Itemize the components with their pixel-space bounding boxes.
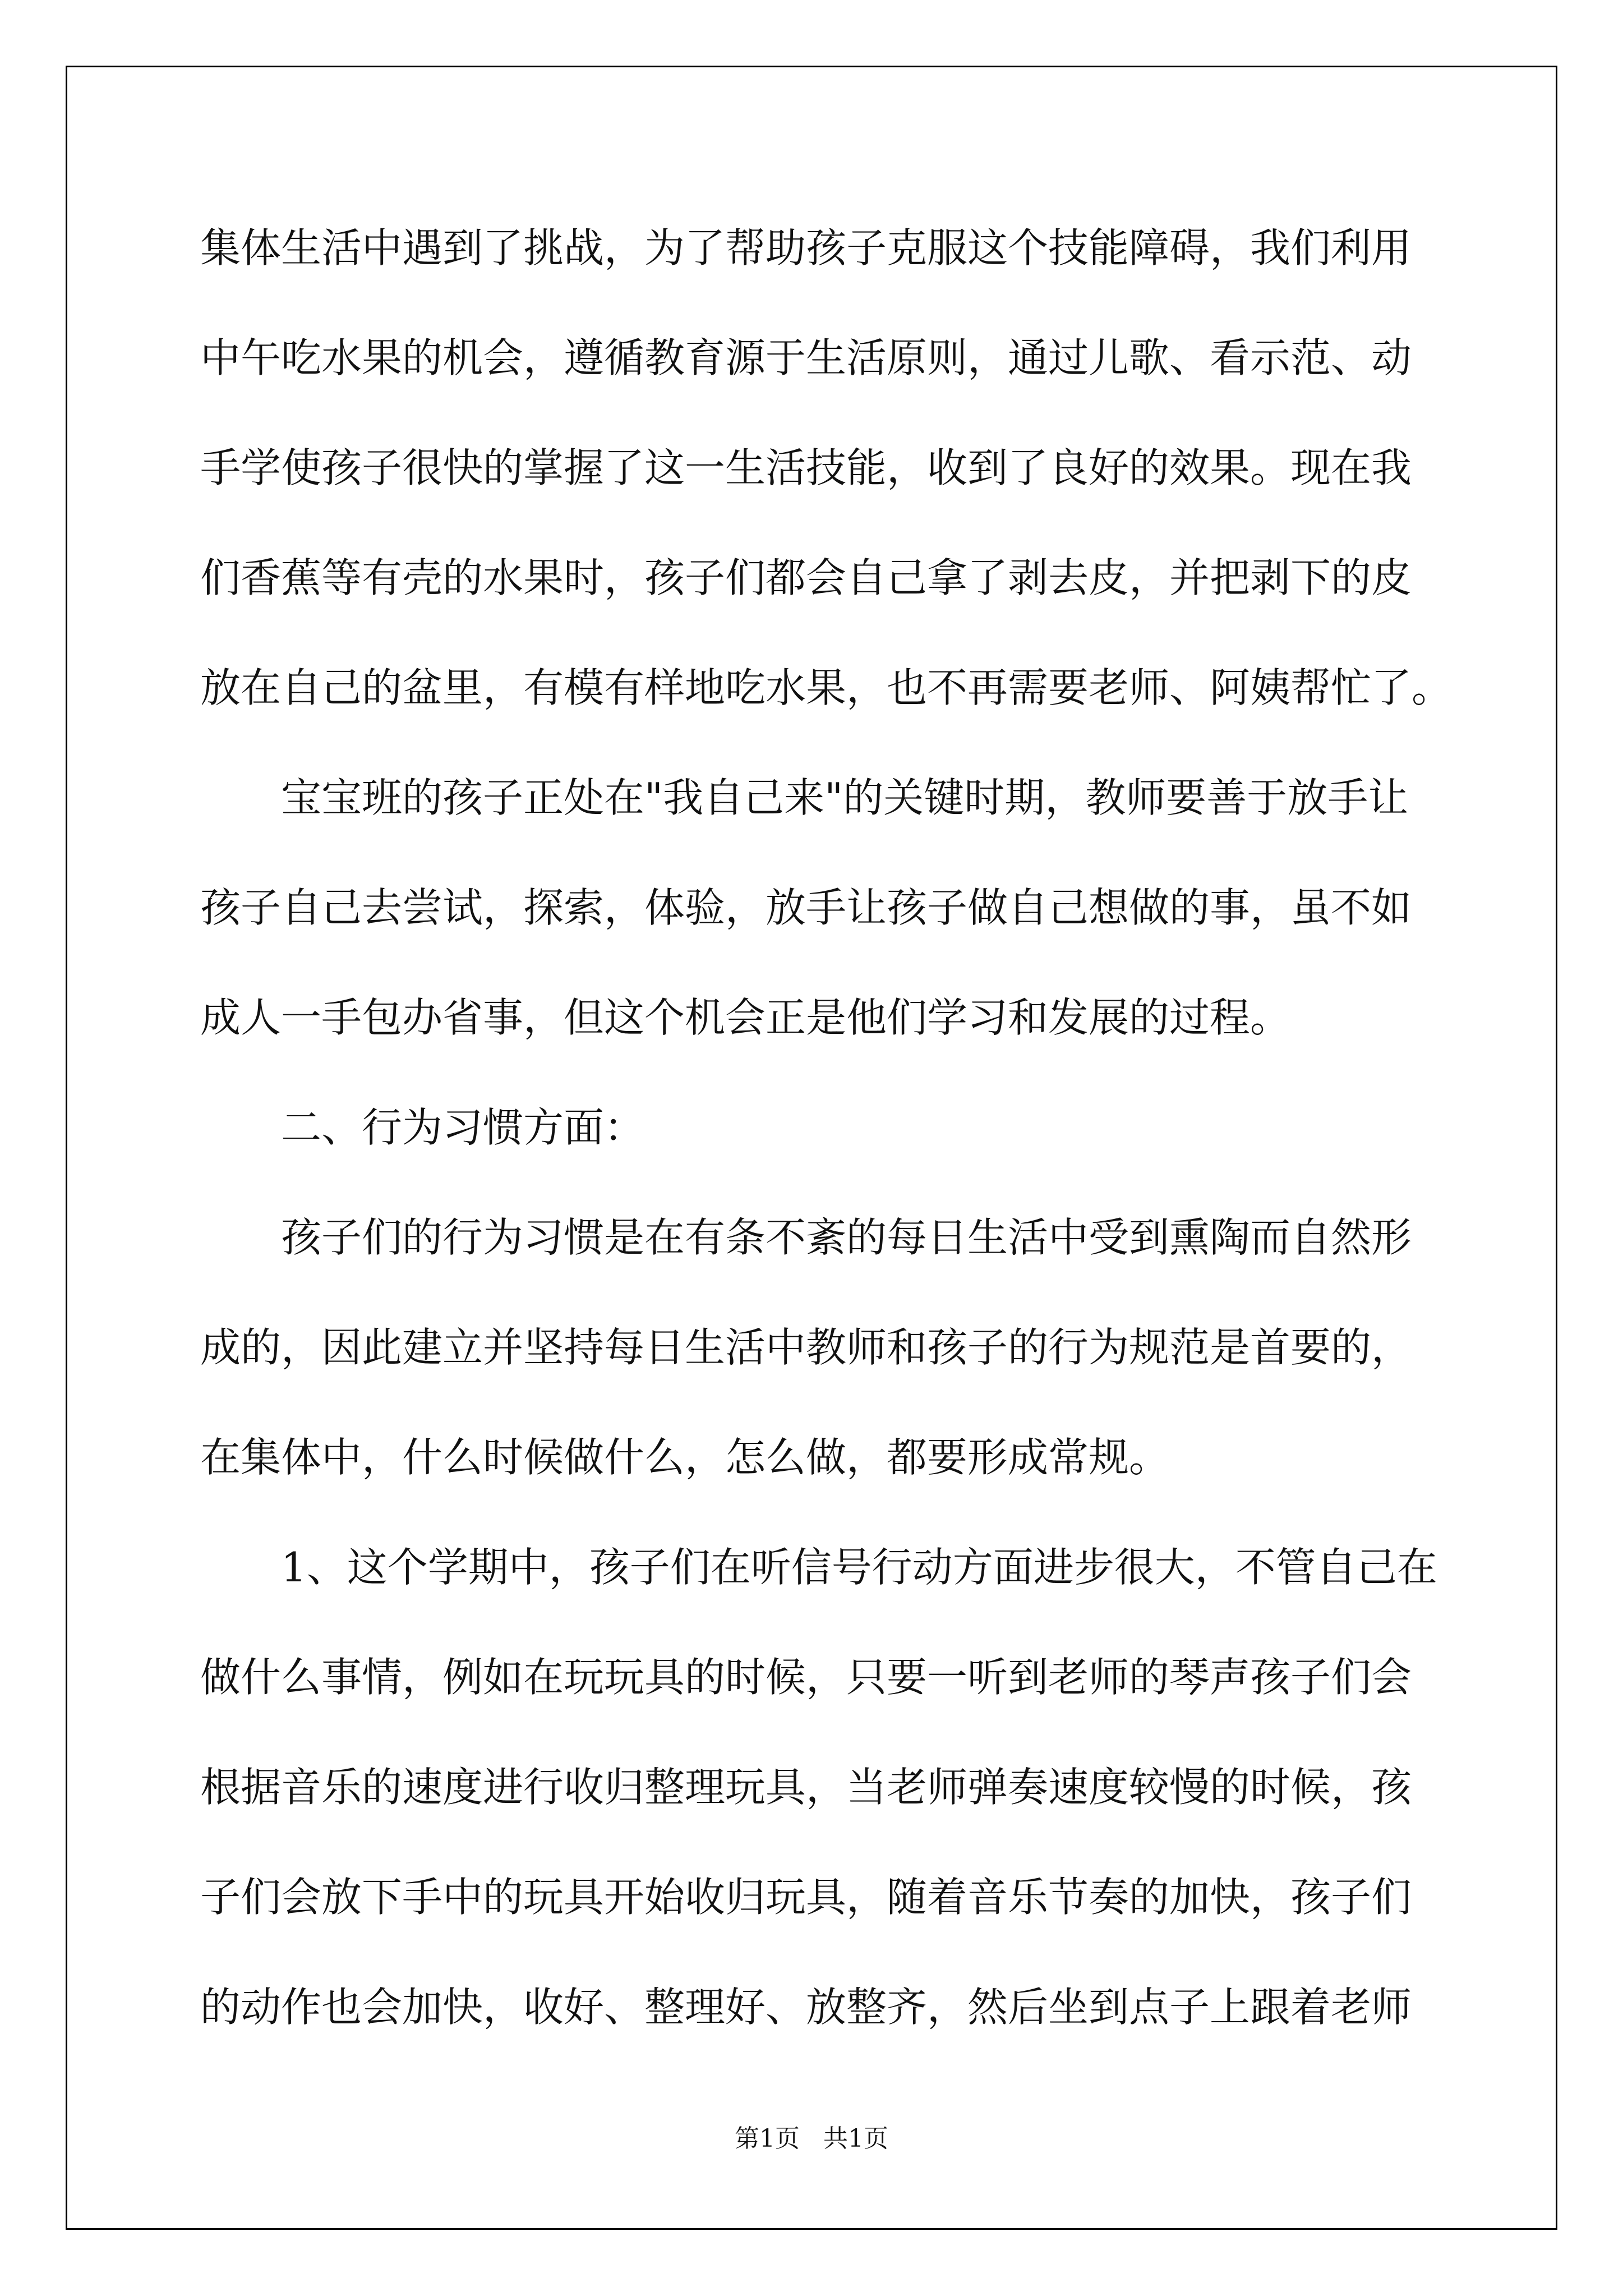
- text-line: 孩子自己去尝试，探索，体验，放手让孩子做自己想做的事，虽不如: [200, 884, 1412, 931]
- text-line: 成人一手包办省事，但这个机会正是他们学习和发展的过程。: [200, 994, 1291, 1041]
- text-line: 成的，因此建立并坚持每日生活中教师和孩子的行为规范是首要的，: [200, 1324, 1412, 1371]
- text-line: 中午吃水果的机会，遵循教育源于生活原则，通过儿歌、看示范、动: [200, 334, 1412, 381]
- text-line: 根据音乐的速度进行收归整理玩具，当老师弹奏速度较慢的时候，孩: [200, 1764, 1412, 1811]
- section-heading: 二、行为习惯方面：: [281, 1104, 645, 1151]
- text-line: 做什么事情，例如在玩玩具的时候，只要一听到老师的琴声孩子们会: [200, 1654, 1412, 1701]
- text-line: 在集体中，什么时候做什么，怎么做，都要形成常规。: [200, 1434, 1170, 1481]
- paragraph-first-line: 孩子们的行为习惯是在有条不紊的每日生活中受到熏陶而自然形: [281, 1214, 1412, 1261]
- text-line: 集体生活中遇到了挑战，为了帮助孩子克服这个技能障碍，我们利用: [200, 224, 1412, 272]
- paragraph-first-line: 1、这个学期中，孩子们在听信号行动方面进步很大，不管自己在: [281, 1544, 1437, 1591]
- text-line: 子们会放下手中的玩具开始收归玩具，随着音乐节奏的加快，孩子们: [200, 1874, 1412, 1921]
- page-footer: 第1页 共1页: [735, 2124, 888, 2153]
- text-line: 手学使孩子很快的掌握了这一生活技能，收到了良好的效果。现在我: [200, 444, 1412, 491]
- paragraph-first-line: 宝宝班的孩子正处在"我自己来"的关键时期，教师要善于放手让: [281, 774, 1409, 821]
- text-line: 的动作也会加快，收好、整理好、放整齐，然后坐到点子上跟着老师: [200, 1984, 1412, 2031]
- text-line: 们香蕉等有壳的水果时，孩子们都会自己拿了剥去皮，并把剥下的皮: [200, 554, 1412, 601]
- text-line: 放在自己的盆里，有模有样地吃水果，也不再需要老师、阿姨帮忙了。: [200, 664, 1453, 711]
